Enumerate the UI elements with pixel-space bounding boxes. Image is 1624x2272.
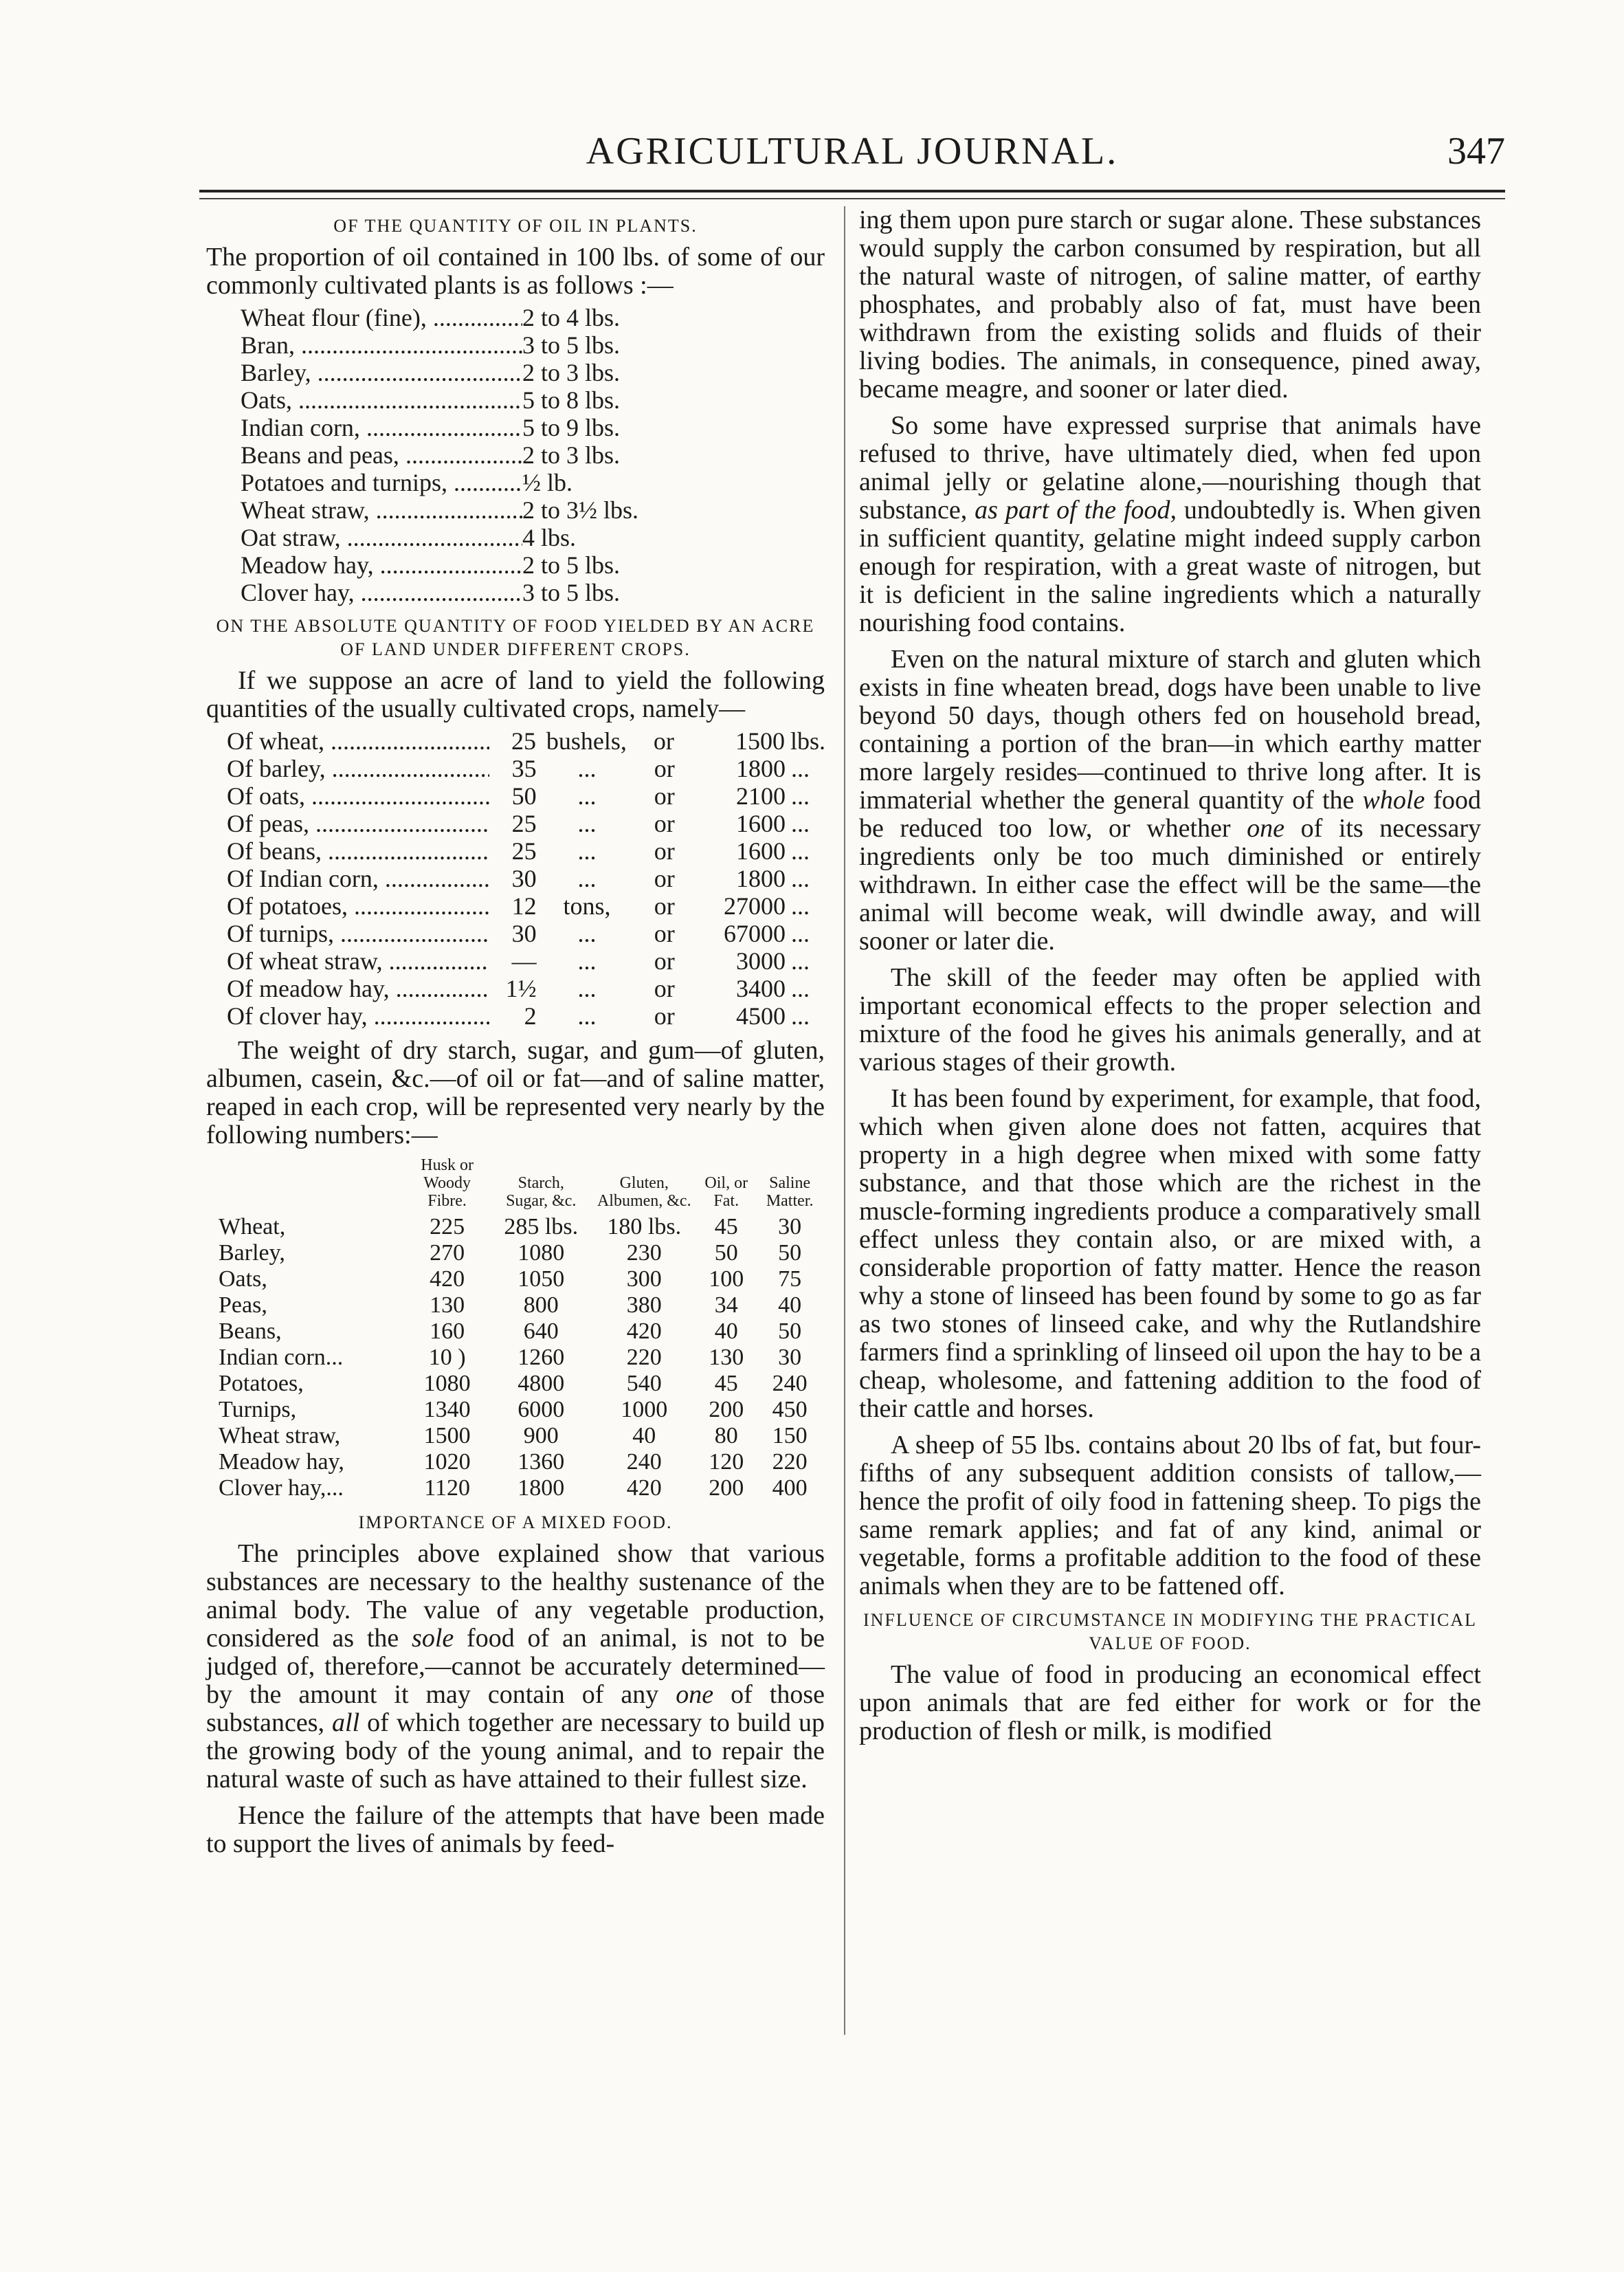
table-cell: 45	[714, 1371, 738, 1396]
oil-item-value: 2 to 5 lbs.	[522, 551, 621, 579]
crop-unit: ...	[577, 810, 597, 837]
crop-amount: 30	[511, 920, 537, 947]
crop-amount: 25	[511, 810, 537, 837]
table-row-label: Oats,	[219, 1266, 267, 1292]
table-cell: 220	[772, 1449, 808, 1475]
table-cell: 1050	[518, 1266, 565, 1292]
text-run: food of an animal, is not to be judged of, therefore,—cannot be accurately determined—by the amount it may contain of any	[206, 1624, 825, 1709]
table-header-cell: Oil, or Fat.	[704, 1174, 748, 1210]
oil-section-heading: OF THE QUANTITY OF OIL IN PLANTS.	[333, 216, 698, 236]
composition-table	[213, 1156, 825, 1501]
table-cell: 40	[778, 1292, 802, 1318]
table-cell: 420	[626, 1475, 662, 1501]
text-run: undoubtedly is. When given in sufficient quantity, gelatine might indeed supply carbon enough for respiration, with a great waste of nitrogen, but it is deficient in the saline ingredients which a naturally nourishing food contains.	[859, 496, 1481, 637]
table-cell: 1500	[423, 1423, 471, 1448]
table-cell: 75	[778, 1266, 802, 1292]
crop-pounds: 2100	[736, 782, 786, 810]
table-row-label: Potatoes,	[219, 1371, 304, 1396]
table-header-cell: Saline Matter.	[766, 1174, 814, 1210]
oil-list-item	[241, 414, 825, 441]
italic-run: one	[676, 1680, 714, 1709]
italic-run: all	[332, 1708, 360, 1737]
crop-unit: tons,	[563, 892, 611, 920]
table-cell: 45	[714, 1214, 738, 1239]
text-run: Even on the natural mixture of starch and gluten which exists in fine wheaten bread, dogs have been unable to live beyond 50 days, though others fed on household bread, containing a portion of the bran—in which earthy matter more largely resides—continued to thrive long after. It is immaterial whether the general quantity of the	[859, 645, 1481, 815]
table-cell: 34	[714, 1292, 738, 1318]
table-cell: 270	[430, 1240, 465, 1266]
oil-list-item	[241, 579, 825, 606]
crop-name: Of meadow hay, .....	[227, 975, 489, 1002]
crop-list-item	[227, 947, 825, 975]
table-cell: 285 lbs.	[504, 1214, 579, 1239]
crop-name: Of oats, .....	[227, 782, 489, 810]
crop-unit-2: ...	[791, 782, 810, 810]
table-cell: 200	[709, 1475, 744, 1501]
table-cell: 6000	[518, 1397, 565, 1422]
table-row	[213, 1449, 825, 1475]
table-row-label: Turnips,	[219, 1397, 297, 1422]
table-cell: 50	[778, 1240, 802, 1266]
column-divider	[844, 206, 845, 2035]
table-cell: 30	[778, 1345, 802, 1370]
table-row-label: Clover hay,...	[219, 1475, 344, 1501]
table-cell: 4800	[518, 1371, 565, 1396]
table-header-cell: Starch, Sugar, &c.	[506, 1174, 577, 1210]
right-paragraph-5: It has been found by experiment, for example, that food, which when given alone does not fatten, acquires that property in a high degree when mixed with some fatty substance, and that those which are the richest in the muscle-forming ingredients produce a comparatively small effect unless they contain also, or are mixed with, a considerable proportion of fatty matter. Hence the reason why a stone of linseed has been found by some to go as far as two stones of linseed cake, and why the Rutlandshire farmers find a sprinkling of linseed oil upon the hay to be a cheap, wholesome, and fattening addition to the food of their cattle and horses.	[859, 1084, 1481, 1423]
oil-item-value: ½ lb.	[522, 469, 573, 496]
text-run: The principles above explained show that various substances are necessary to the healthy sustenance of the animal body. The value of any vegetable production, considered as the	[206, 1539, 825, 1653]
oil-list-item	[241, 524, 825, 551]
crop-list-item	[227, 810, 825, 837]
crops-list	[227, 727, 825, 1030]
right-paragraph-6: A sheep of 55 lbs. contains about 20 lbs of fat, but four-fifths of any subsequent addition consists of tallow,—hence the profit of oily food in fattening sheep. To pigs the same remark applies; and fat of any kind, animal or vegetable, forms a profitable addition to the food of these animals when they are to be fattened off.	[859, 1431, 1481, 1600]
table-cell: 1340	[423, 1397, 471, 1422]
crop-or: or	[654, 782, 675, 810]
table-cell: 1020	[423, 1449, 471, 1475]
table-header-cell	[213, 1156, 403, 1214]
crop-unit-2: ...	[791, 975, 810, 1002]
crop-unit-2: ...	[791, 810, 810, 837]
table-row	[213, 1423, 825, 1449]
oil-item-name: Oat straw, .....	[241, 524, 522, 551]
crop-unit: ...	[577, 1002, 597, 1030]
crop-unit-2: ...	[791, 837, 810, 865]
oil-item-value: 5 to 8 lbs.	[522, 386, 621, 414]
table-cell: 230	[626, 1240, 662, 1266]
mixed-food-paragraph-2: Hence the failure of the attempts that have been made to support the lives of animals by feed-	[206, 1801, 825, 1858]
table-cell: 400	[772, 1475, 808, 1501]
table-cell: 10 )	[428, 1345, 466, 1370]
crop-list-item	[227, 975, 825, 1002]
crop-list-item	[227, 892, 825, 920]
mixed-food-paragraph-1	[206, 1540, 825, 1794]
right-paragraph-7: The value of food in producing an economical effect upon animals that are fed either for work or for the production of flesh or milk, is modified	[859, 1660, 1481, 1745]
oil-item-name: Potatoes and turnips, .....	[241, 469, 522, 496]
crop-or: or	[653, 727, 674, 755]
crop-unit-2: lbs.	[790, 727, 826, 755]
influence-heading: INFLUENCE OF CIRCUMSTANCE IN MODIFYING THE PRACTICAL VALUE OF FOOD.	[863, 1610, 1478, 1653]
oil-item-name: Beans and peas, .....	[241, 441, 522, 469]
crop-pounds: 3400	[736, 975, 786, 1002]
oil-item-name: Wheat straw, .....	[241, 496, 522, 524]
crop-pounds: 1800	[736, 865, 786, 892]
oil-item-value: 4 lbs.	[522, 524, 577, 551]
oil-list-item	[241, 304, 825, 331]
table-cell: 450	[772, 1397, 808, 1422]
crop-name: Of peas, .....	[227, 810, 489, 837]
crop-unit: ...	[577, 947, 597, 975]
table-cell: 300	[626, 1266, 662, 1292]
crop-or: or	[654, 837, 675, 865]
crop-unit-2: ...	[791, 947, 810, 975]
crop-or: or	[654, 755, 675, 782]
right-column	[859, 206, 1481, 1745]
oil-item-value: 5 to 9 lbs.	[522, 414, 621, 441]
text-run: of those substances,	[206, 1680, 825, 1737]
crop-list-item	[227, 782, 825, 810]
oil-item-name: Indian corn, .....	[241, 414, 522, 441]
table-cell: 540	[626, 1371, 662, 1396]
crop-unit: ...	[577, 755, 597, 782]
oil-item-value: 2 to 3½ lbs.	[522, 496, 639, 524]
oil-list-item	[241, 386, 825, 414]
header-rule	[199, 190, 1505, 192]
table-cell: 40	[714, 1319, 738, 1344]
page-header	[199, 122, 1505, 184]
oil-item-value: 3 to 5 lbs.	[522, 579, 621, 606]
crop-or: or	[654, 975, 675, 1002]
weight-paragraph: The weight of dry starch, sugar, and gum—of gluten, albumen, casein, &c.—of oil or fat—and of saline matter, reaped in each crop, will be represented very nearly by the following numbers:—	[206, 1036, 825, 1149]
crop-amount: 1½	[505, 975, 537, 1002]
journal-title: AGRICULTURAL JOURNAL.	[586, 130, 1119, 173]
table-row-label: Peas,	[219, 1292, 267, 1318]
text-run: So some have expressed surprise that animals have refused to thrive, have ultimately died, when fed upon animal jelly or gelatine alone,—nourishing though that substance,	[859, 411, 1481, 525]
table-cell: 900	[523, 1423, 559, 1448]
crop-amount: 35	[511, 755, 537, 782]
oil-intro: The proportion of oil contained in 100 lbs. of some of our commonly cultivated plants is as follows :—	[206, 243, 825, 300]
table-cell: 1800	[518, 1475, 565, 1501]
italic-run: sole	[412, 1624, 454, 1653]
crop-list-item	[227, 837, 825, 865]
table-cell: 130	[430, 1292, 465, 1318]
table-row	[213, 1240, 825, 1266]
table-cell: 1000	[621, 1397, 668, 1422]
oil-item-value: 3 to 5 lbs.	[522, 331, 621, 359]
table-cell: 50	[714, 1240, 738, 1266]
crop-amount: 2	[524, 1002, 537, 1030]
table-header-cell: Husk or Woody Fibre.	[421, 1156, 474, 1210]
table-cell: 1120	[424, 1475, 470, 1501]
oil-list-item	[241, 469, 825, 496]
oil-list-item	[241, 331, 825, 359]
table-row	[213, 1397, 825, 1423]
crop-pounds: 27000	[724, 892, 786, 920]
crop-or: or	[654, 810, 675, 837]
table-cell: 1080	[518, 1240, 565, 1266]
table-cell: 800	[523, 1292, 559, 1318]
table-cell: 200	[709, 1397, 744, 1422]
crop-or: or	[654, 1002, 675, 1030]
crop-amount: 25	[511, 727, 537, 755]
table-cell: 420	[626, 1319, 662, 1344]
crop-name: Of wheat straw, .....	[227, 947, 489, 975]
crop-or: or	[654, 892, 675, 920]
crop-unit: ...	[577, 837, 597, 865]
table-cell: 240	[772, 1371, 808, 1396]
oil-list-item	[241, 359, 825, 386]
table-cell: 30	[778, 1214, 802, 1239]
oil-item-name: Clover hay, .....	[241, 579, 522, 606]
table-row	[213, 1475, 825, 1501]
crop-unit: ...	[577, 865, 597, 892]
oil-item-value: 2 to 4 lbs.	[522, 304, 621, 331]
table-cell: 180 lbs.	[607, 1214, 682, 1239]
table-row	[213, 1319, 825, 1345]
table-cell: 225	[430, 1214, 465, 1239]
crop-name: Of potatoes, .....	[227, 892, 489, 920]
oil-list-item	[241, 441, 825, 469]
crop-unit: ...	[577, 975, 597, 1002]
italic-run: as part of the food,	[975, 496, 1177, 525]
header-rule-thin	[199, 198, 1505, 199]
italic-run: one	[1247, 814, 1285, 843]
crop-pounds: 67000	[724, 920, 786, 947]
text-run: of its necessary ingredients only be too much diminished or entirely withdrawn. In either case the effect will be the same—the animal will become weak, will dwindle away, and will sooner or later die.	[859, 814, 1481, 956]
table-cell: 240	[626, 1449, 662, 1475]
crop-pounds: 1600	[736, 810, 786, 837]
crop-amount: 12	[511, 892, 537, 920]
table-cell: 420	[430, 1266, 465, 1292]
crop-name: Of wheat, .....	[227, 727, 489, 755]
crop-unit-2: ...	[791, 1002, 810, 1030]
table-cell: 50	[778, 1319, 802, 1344]
crop-pounds: 1800	[736, 755, 786, 782]
page-number: 347	[1447, 130, 1505, 173]
crop-unit-2: ...	[791, 865, 810, 892]
table-header-cell: Gluten, Albumen, &c.	[597, 1174, 691, 1210]
crop-or: or	[654, 865, 675, 892]
acre-intro: If we suppose an acre of land to yield the following quantities of the usually cultivated crops, namely—	[206, 666, 825, 723]
crop-list-item	[227, 755, 825, 782]
oil-list	[241, 304, 825, 606]
crop-pounds: 3000	[736, 947, 786, 975]
oil-item-name: Oats, .....	[241, 386, 522, 414]
crop-list-item	[227, 1002, 825, 1030]
crop-or: or	[654, 947, 675, 975]
oil-item-name: Barley, .....	[241, 359, 522, 386]
table-cell: 120	[709, 1449, 744, 1475]
crop-name: Of Indian corn, .....	[227, 865, 489, 892]
crop-name: Of beans, .....	[227, 837, 489, 865]
text-run: food be reduced too low, or whether	[859, 786, 1481, 843]
crop-pounds: 1500	[735, 727, 786, 755]
acre-section-heading: ON THE ABSOLUTE QUANTITY OF FOOD YIELDED BY AN ACRE OF LAND UNDER DIFFERENT CROPS.	[216, 616, 815, 659]
table-cell: 220	[626, 1345, 662, 1370]
right-paragraph-2	[859, 412, 1481, 637]
crop-unit-2: ...	[791, 755, 810, 782]
crop-list-item	[227, 865, 825, 892]
table-cell: 640	[523, 1319, 559, 1344]
crop-unit-2: ...	[791, 920, 810, 947]
composition-table-header	[213, 1156, 825, 1214]
crop-name: Of turnips, .....	[227, 920, 489, 947]
table-cell: 80	[714, 1423, 738, 1448]
left-column	[206, 206, 825, 1858]
table-cell: 1260	[518, 1345, 565, 1370]
table-row-label: Indian corn...	[219, 1345, 344, 1370]
crop-name: Of barley, .....	[227, 755, 489, 782]
crop-name: Of clover hay, .....	[227, 1002, 489, 1030]
oil-item-name: Bran, .....	[241, 331, 522, 359]
crop-amount: 30	[511, 865, 537, 892]
crop-unit-2: ...	[791, 892, 810, 920]
table-cell: 150	[772, 1423, 808, 1448]
right-paragraph-3	[859, 646, 1481, 956]
table-row-label: Wheat straw,	[219, 1423, 341, 1448]
oil-list-item	[241, 496, 825, 524]
table-row	[213, 1345, 825, 1371]
table-row	[213, 1292, 825, 1319]
table-cell: 1080	[423, 1371, 471, 1396]
table-cell: 160	[430, 1319, 465, 1344]
oil-item-value: 2 to 3 lbs.	[522, 441, 621, 469]
crop-amount: —	[511, 947, 537, 975]
crop-unit: ...	[577, 920, 597, 947]
mixed-food-heading: IMPORTANCE OF A MIXED FOOD.	[358, 1512, 673, 1532]
crop-or: or	[654, 920, 675, 947]
oil-item-value: 2 to 3 lbs.	[522, 359, 621, 386]
right-paragraph-4: The skill of the feeder may often be applied with important economical effects to the proper selection and mixture of the food he gives his animals generally, and at various stages of their growth.	[859, 963, 1481, 1077]
table-row	[213, 1266, 825, 1292]
table-cell: 380	[626, 1292, 662, 1318]
table-cell: 100	[709, 1266, 744, 1292]
crop-pounds: 4500	[736, 1002, 786, 1030]
table-row	[213, 1214, 825, 1240]
table-cell: 40	[632, 1423, 656, 1448]
table-row-label: Barley,	[219, 1240, 285, 1266]
table-row-label: Wheat,	[219, 1214, 286, 1239]
table-cell: 130	[709, 1345, 744, 1370]
crop-amount: 25	[511, 837, 537, 865]
crop-amount: 50	[511, 782, 537, 810]
crop-pounds: 1600	[736, 837, 786, 865]
crop-unit: ...	[577, 782, 597, 810]
table-row-label: Beans,	[219, 1319, 282, 1344]
crop-unit: bushels,	[546, 727, 627, 755]
table-row-label: Meadow hay,	[219, 1449, 344, 1475]
oil-list-item	[241, 551, 825, 579]
right-paragraph-1: ing them upon pure starch or sugar alone. These substances would supply the carbon consumed by respiration, but all the natural waste of nitrogen, of saline matter, of earthy phosphates, and probably also of fat, must have been withdrawn from the existing solids and fluids of their living bodies. The animals, in consequence, pined away, became meagre, and sooner or later died.	[859, 206, 1481, 404]
crop-list-item	[227, 920, 825, 947]
italic-run: whole	[1362, 786, 1425, 815]
oil-item-name: Meadow hay, .....	[241, 551, 522, 579]
table-cell: 1360	[518, 1449, 565, 1475]
text-run: of which together are necessary to build up the growing body of the young animal, and to repair the natural waste of such as have attained to their fullest size.	[206, 1708, 825, 1794]
crop-list-item	[227, 727, 825, 755]
table-row	[213, 1371, 825, 1397]
oil-item-name: Wheat flour (fine), .....	[241, 304, 522, 331]
